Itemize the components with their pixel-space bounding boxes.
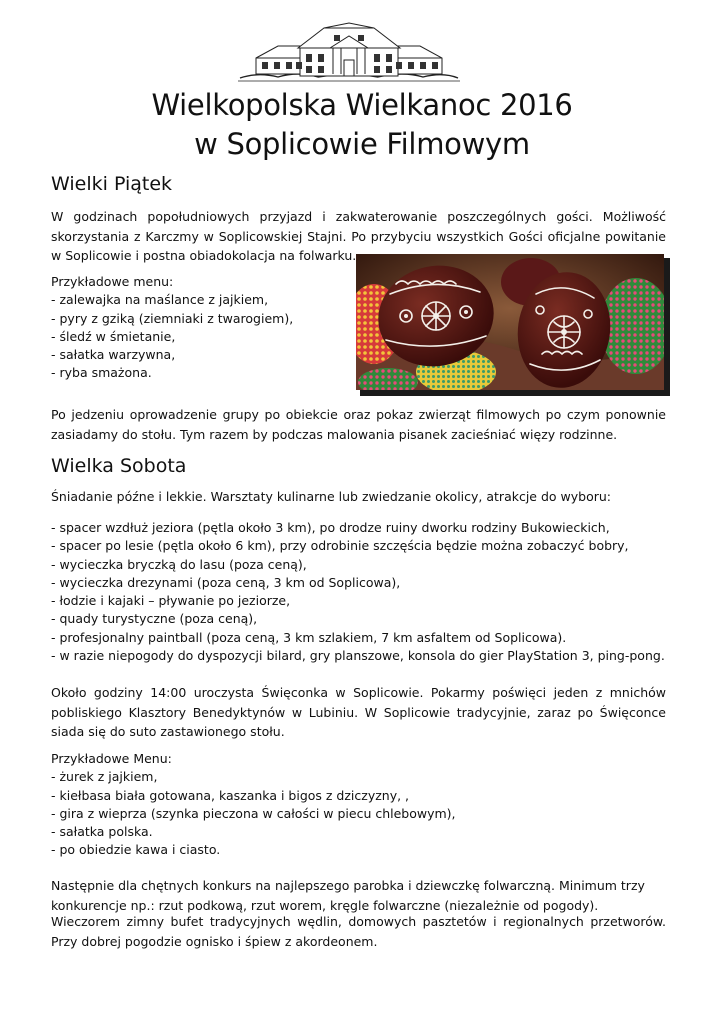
list-item: - ryba smażona. [51, 365, 152, 381]
saturday-contest: Następnie dla chętnych konkurs na najlepszego parobka i dziewczkę folwarczną. Minimum trzy konkurencje np.: rzut podkową, rzut worem, kręgle folwarczne (niezależnie od pogody). [51, 878, 645, 913]
list-item: - gira z wieprza (szynka pieczona w całości w piecu chlebowym), [51, 805, 456, 821]
list-item: - po obiedzie kawa i ciasto. [51, 842, 221, 858]
list-item: - kiełbasa biała gotowana, kaszanka i bigos z dziczyzny, , [51, 787, 410, 803]
saturday-menu-title: Przykładowe Menu: [51, 751, 172, 766]
saturday-menu [51, 750, 456, 860]
list-item: - sałatka polska. [51, 824, 153, 840]
saturday-intro: Śniadanie późne i lekkie. Warsztaty kulinarne lub zwiedzanie okolicy, atrakcje do wyboru: [51, 489, 612, 504]
list-item: - wycieczka bryczką do lasu (poza ceną), [51, 556, 307, 572]
friday-after: Po jedzeniu oprowadzenie grupy po obiekcie oraz pokaz zwierząt filmowych po czym ponownie zasiadamy do stołu. Tym razem by podczas malowania pisanek zacieśniać więzy rodzinne. [51, 407, 666, 442]
page-title-line2: w Soplicowie Filmowym [194, 127, 530, 161]
saturday-blessing: Około godziny 14:00 uroczysta Święconka w Soplicowie. Pokarmy poświęci jeden z mnichów pobliskiego Klasztory Benedyktynów w Lubiniu. W Soplicowie tradycyjnie, zaraz po Święconce siada się do suto zastawionego stołu. [51, 685, 666, 739]
saturday-evening: Wieczorem zimny bufet tradycyjnych wędlin, domowych pasztetów i regionalnych przetworów. Przy dobrej pogodzie ognisko i śpiew z akordeonem. [51, 914, 666, 949]
list-item: - zalewajka na maślance z jajkiem, [51, 292, 269, 308]
photo-frame [356, 254, 664, 390]
friday-menu-title: Przykładowe menu: [51, 274, 174, 289]
list-item: - sałatka warzywna, [51, 347, 176, 363]
list-item: - wycieczka drezynami (poza ceną, 3 km od Soplicowa), [51, 574, 401, 590]
list-item: - quady turystyczne (poza ceną), [51, 611, 258, 627]
list-item: - śledź w śmietanie, [51, 328, 176, 344]
list-item: - w razie niepogody do dyspozycji bilard, gry planszowe, konsola do gier PlayStation 3, ping-pong. [51, 648, 665, 664]
page-title-line1: Wielkopolska Wielkanoc 2016 [151, 88, 573, 122]
list-item: - profesjonalny paintball (poza ceną, 3 km szlakiem, 7 km asfaltem od Soplicowa). [51, 629, 567, 645]
list-item: - łodzie i kajaki – pływanie po jeziorze, [51, 593, 291, 609]
section-heading-friday: Wielki Piątek [51, 173, 173, 195]
friday-intro: W godzinach popołudniowych przyjazd i zakwaterowanie poszczególnych gości. Możliwość skorzystania z Karczmy w Soplicowskiej Stajni. Po przybyciu wszystkich Gości oficjalne powitanie w Soplicowie i postna obiadokolacja na folwarku. [51, 209, 666, 263]
list-item: - żurek z jajkiem, [51, 769, 158, 785]
easter-eggs-image [356, 254, 664, 390]
saturday-activities [51, 519, 665, 665]
friday-menu [51, 273, 293, 383]
easter-eggs-photo [356, 254, 670, 396]
manor-house-logo [238, 22, 460, 84]
list-item: - pyry z gziką (ziemniaki z twarogiem), [51, 310, 294, 326]
list-item: - spacer po lesie (pętla około 6 km), przy odrobinie szczęścia będzie można zobaczyć bobry, [51, 538, 629, 554]
list-item: - spacer wzdłuż jeziora (pętla około 3 km), po drodze ruiny dworku rodziny Bukowieckich, [51, 520, 610, 535]
section-heading-saturday: Wielka Sobota [51, 455, 187, 477]
